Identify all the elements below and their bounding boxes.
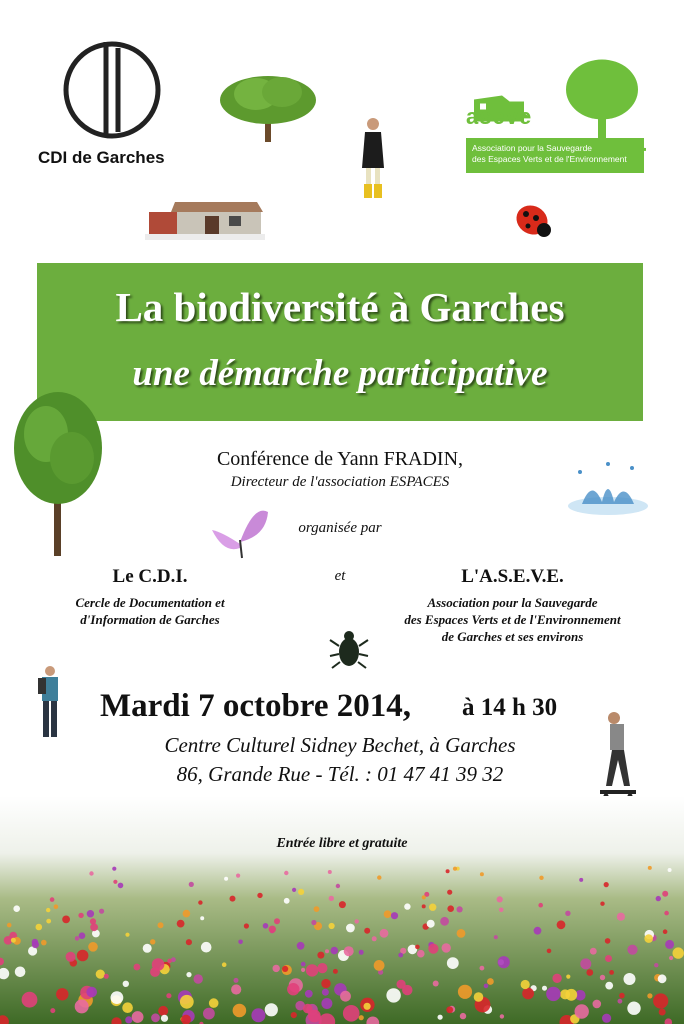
meadow-flower [458, 985, 472, 999]
meadow-flower [600, 902, 604, 906]
meadow-flower [557, 920, 566, 929]
meadow-flower [231, 984, 241, 994]
meadow-flower [427, 920, 435, 928]
meadow-flower [166, 993, 171, 998]
aseve-logo-word: aseve [466, 104, 533, 129]
meadow-flower [177, 920, 185, 928]
meadow-flower [497, 896, 503, 902]
meadow-flower [75, 936, 80, 941]
cdi-logo-mark [62, 40, 162, 140]
meadow-flower [201, 942, 212, 953]
meadow-flower [547, 949, 552, 954]
meadow-flower [663, 929, 668, 934]
organised-by-label: organisée par [298, 520, 382, 536]
meadow-flower [433, 981, 439, 987]
meadow-flower [484, 984, 489, 989]
meadow-flower [442, 943, 451, 952]
meadow-flower [364, 1003, 371, 1010]
beetle-icon [328, 626, 370, 670]
meadow-flower [653, 993, 668, 1008]
meadow-flower [460, 1013, 466, 1019]
meadow-flower [22, 992, 38, 1008]
meadow-flower [125, 933, 129, 937]
meadow-flower [654, 963, 658, 967]
speaker-line: Conférence de Yann FRADIN, [216, 448, 464, 470]
meadow-flower [282, 966, 288, 972]
conjunction-et: et [334, 568, 346, 584]
meadow-flower [143, 944, 152, 953]
meadow-flower [391, 912, 398, 919]
meadow-flower [234, 978, 239, 983]
house-icon [145, 198, 265, 240]
meadow-flower [75, 999, 89, 1013]
meadow-flower [617, 913, 625, 921]
meadow-flower [668, 868, 672, 872]
skateboarder-icon [598, 710, 640, 800]
meadow-flower [522, 988, 534, 1000]
meadow-flower [89, 871, 93, 875]
meadow-flower [32, 939, 38, 945]
meadow-flower [593, 1000, 602, 1009]
meadow-flower [13, 905, 20, 912]
meadow-flower [224, 877, 228, 881]
meadow-flower [600, 975, 605, 980]
meadow-flower [429, 904, 436, 911]
meadow-flower [605, 938, 611, 944]
meadow-flower [453, 867, 457, 871]
meadow-flower [494, 935, 498, 939]
meadow-flower [180, 995, 194, 1009]
meadow-flower [542, 986, 547, 991]
meadow-flower [374, 960, 385, 971]
meadow-flower [343, 1005, 360, 1022]
meadow-flower [274, 918, 280, 924]
meadow-flower [222, 962, 227, 967]
cdi-logo-text: CDI de Garches [38, 148, 165, 167]
meadow-flower [88, 942, 98, 952]
meadow-flower [346, 924, 355, 933]
meadow-flower [538, 903, 543, 908]
meadow-flower [257, 893, 262, 898]
meadow-flower [565, 989, 577, 1001]
meadow-flower [273, 965, 280, 972]
speaker-role: Directeur de l'association ESPACES [230, 474, 450, 490]
cdi-desc-line1: Cercle de Documentation et [75, 595, 225, 610]
meadow-flower [377, 875, 381, 879]
meadow-flower [656, 896, 661, 901]
meadow-flower [447, 890, 452, 895]
flower-meadow [0, 796, 684, 1024]
meadow-flower [322, 989, 329, 996]
meadow-flower [244, 923, 249, 928]
event-address: 86, Grande Rue - Tél. : 01 47 41 39 32 [176, 762, 504, 786]
meadow-flower [186, 939, 192, 945]
page-subtitle: une démarche participative [132, 353, 548, 394]
meadow-flower [183, 910, 191, 918]
meadow-flower [664, 911, 669, 916]
meadow-flower [104, 974, 109, 979]
event-date: Mardi 7 octobre 2014, [100, 688, 412, 724]
cdi-organiser-description [40, 594, 260, 628]
meadow-flower [604, 882, 609, 887]
meadow-flower [11, 938, 16, 943]
meadow-flower [325, 949, 329, 953]
meadow-flower [627, 945, 637, 955]
meadow-flower [50, 1008, 55, 1013]
meadow-flower [186, 972, 191, 977]
meadow-flower [46, 919, 51, 924]
meadow-flower [66, 952, 76, 962]
meadow-flower [605, 955, 612, 962]
ladybug-icon [508, 196, 556, 242]
meadow-flower [122, 1002, 133, 1013]
meadow-flower [372, 936, 377, 941]
meadow-flower [359, 1015, 364, 1020]
meadow-flower [209, 998, 219, 1008]
meadow-flower [36, 924, 43, 931]
meadow-flower [77, 950, 89, 962]
meadow-flower [386, 988, 400, 1002]
meadow-flower [50, 897, 55, 902]
meadow-flower [331, 947, 339, 955]
meadow-flower [546, 987, 560, 1001]
meadow-flower [575, 1004, 589, 1018]
page-title: La biodiversité à Garches [115, 284, 565, 330]
meadow-flower [194, 974, 203, 983]
meadow-flower [132, 1011, 144, 1023]
woman-walking-icon [356, 116, 390, 202]
meadow-flower [301, 968, 305, 972]
meadow-flower [627, 1002, 640, 1015]
meadow-flower [314, 906, 320, 912]
cdi-desc-line2: d'Information de Garches [80, 612, 220, 627]
meadow-flower [344, 946, 354, 956]
meadow-flower [317, 952, 324, 959]
meadow-flower [150, 939, 155, 944]
meadow-flower [422, 895, 426, 899]
meadow-flower [534, 927, 542, 935]
meadow-flower [647, 993, 652, 998]
meadow-flower [644, 934, 653, 943]
meadow-flower [440, 917, 449, 926]
aseve-organiser-description [380, 594, 645, 645]
aseve-logo-tagline [466, 138, 644, 173]
meadow-flower [284, 898, 290, 904]
meadow-flower [311, 920, 316, 925]
meadow-flower [200, 916, 204, 920]
meadow-flower [336, 884, 340, 888]
aseve-desc-line3: de Garches et ses environs [441, 629, 584, 644]
meadow-flower [428, 944, 438, 954]
meadow-flower [287, 983, 299, 995]
meadow-flower [329, 896, 334, 901]
event-time: à 14 h 30 [462, 694, 558, 721]
entry-info: Entrée libre et gratuite [276, 836, 408, 851]
meadow-flower [438, 1015, 443, 1020]
meadow-flower [78, 913, 83, 918]
meadow-flower [417, 950, 425, 958]
aseve-desc-line2: des Espaces Verts et de l'Environnement [404, 612, 621, 627]
meadow-flower [566, 975, 570, 979]
meadow-flower [673, 947, 684, 958]
meadow-flower [161, 1015, 168, 1022]
meadow-flower [308, 1010, 321, 1023]
meadow-flower [189, 882, 194, 887]
meadow-flower [447, 957, 459, 969]
meadow-flower [446, 869, 450, 873]
meadow-flower [359, 950, 364, 955]
meadow-flower [499, 908, 504, 913]
meadow-flower [586, 969, 593, 976]
meadow-flower [624, 973, 636, 985]
meadow-flower [7, 923, 12, 928]
meadow-flower [380, 929, 389, 938]
aseve-tagline-line2: des Espaces Verts et de l'Environnement [472, 154, 627, 164]
meadow-flower [328, 870, 332, 874]
meadow-flower [305, 990, 313, 998]
meadow-flower [79, 932, 86, 939]
meadow-flower [125, 1016, 132, 1023]
meadow-flower [41, 940, 47, 946]
meadow-flower [118, 883, 124, 889]
cdi-organiser-name: Le C.D.I. [112, 566, 188, 587]
meadow-flower [602, 1014, 611, 1023]
aseve-desc-line1: Association pour la Sauvegarde [427, 595, 598, 610]
meadow-flower [158, 922, 164, 928]
meadow-flower [648, 866, 652, 870]
meadow-flower [263, 923, 269, 929]
meadow-flower [134, 964, 141, 971]
meadow-flower [291, 1012, 297, 1018]
meadow-flower [659, 1009, 666, 1016]
meadow-flower [86, 987, 97, 998]
meadow-flower [90, 923, 98, 931]
meadow-flower [447, 905, 454, 912]
meadow-flower [457, 929, 466, 938]
meadow-flower [306, 964, 318, 976]
meadow-flower [265, 1003, 278, 1016]
meadow-flower [446, 1006, 453, 1013]
meadow-flower [658, 974, 667, 983]
meadow-flower [340, 991, 351, 1002]
meadow-flower [87, 910, 94, 917]
meadow-flower [498, 956, 510, 968]
meadow-flower [167, 959, 172, 964]
meadow-flower [662, 891, 668, 897]
meadow-flower [54, 904, 59, 909]
meadow-flower [46, 908, 50, 912]
tree-icon [218, 68, 318, 142]
meadow-flower [384, 910, 392, 918]
meadow-flower [402, 985, 412, 995]
meadow-flower [233, 1004, 247, 1018]
meadow-flower [238, 940, 243, 945]
meadow-flower [96, 970, 105, 979]
meadow-flower [251, 1008, 265, 1022]
meadow-flower [333, 969, 338, 974]
meadow-flower [539, 876, 543, 880]
meadow-flower [112, 867, 116, 871]
meadow-flower [619, 993, 625, 999]
meadow-flower [317, 963, 327, 973]
meadow-flower [669, 956, 673, 960]
meadow-flower [230, 896, 236, 902]
meadow-flower [457, 906, 463, 912]
meadow-flower [609, 970, 614, 975]
meadow-flower [269, 926, 276, 933]
meadow-flower [415, 945, 420, 950]
meadow-flower [321, 979, 330, 988]
meadow-flower [618, 999, 623, 1004]
meadow-flower [422, 904, 426, 908]
meadow-flower [398, 953, 403, 958]
meadow-flower [284, 871, 288, 875]
meadow-flower [152, 958, 165, 971]
meadow-flower [364, 928, 370, 934]
meadow-flower [580, 958, 591, 969]
meadow-flower [552, 974, 561, 983]
aseve-tagline-line1: Association pour la Sauvegarde [472, 143, 593, 153]
meadow-flower [123, 981, 129, 987]
meadow-flower [198, 900, 202, 904]
event-venue: Centre Culturel Sidney Bechet, à Garches [164, 733, 516, 757]
meadow-flower [579, 878, 583, 882]
meadow-flower [480, 966, 485, 971]
water-splash-icon [562, 458, 652, 520]
meadow-flower [111, 991, 124, 1004]
meadow-flower [301, 962, 306, 967]
meadow-flower [158, 1006, 168, 1016]
hiker-icon [36, 664, 64, 742]
meadow-flower [565, 911, 570, 916]
meadow-flower [404, 903, 410, 909]
meadow-flower [480, 872, 484, 876]
meadow-flower [292, 888, 296, 892]
meadow-flower [355, 919, 359, 923]
meadow-flower [474, 992, 484, 1002]
meadow-flower [605, 982, 613, 990]
meadow-flower [113, 880, 117, 884]
meadow-flower [151, 1013, 160, 1022]
meadow-flower [56, 988, 68, 1000]
meadow-flower [487, 978, 494, 985]
meadow-flower [665, 940, 674, 949]
aseve-organiser-name: L'A.S.E.V.E. [461, 566, 564, 587]
meadow-flower [298, 889, 304, 895]
meadow-flower [339, 901, 346, 908]
meadow-flower [297, 942, 305, 950]
tree-icon [12, 388, 104, 556]
meadow-flower [500, 1014, 504, 1018]
meadow-flower [236, 874, 240, 878]
meadow-flower [99, 909, 104, 914]
meadow-flower [62, 916, 70, 924]
meadow-flower [321, 998, 332, 1009]
meadow-flower [590, 948, 597, 955]
meadow-flower [203, 1008, 215, 1020]
meadow-flower [15, 967, 26, 978]
meadow-flower [521, 980, 530, 989]
meadow-flower [329, 923, 335, 929]
